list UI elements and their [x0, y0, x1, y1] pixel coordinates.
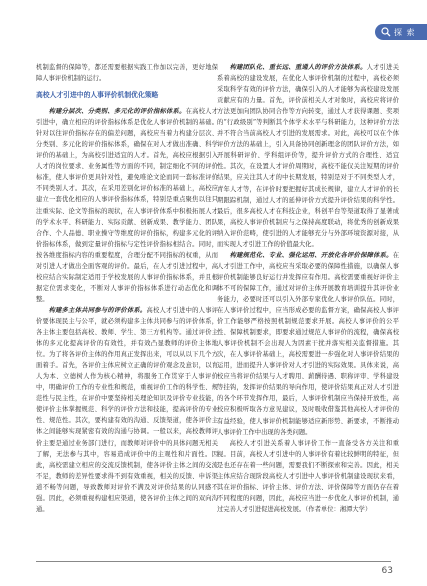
paragraph-multi-subject — [36, 305, 218, 515]
paragraph-method-system — [217, 62, 399, 250]
body-multi-subject: 高校人才引进中的人事评价要体现民主与公平，就必须构建多主体共同参与的评价体系，各主体主要包括高校、教师、学生、第三方机构等。通过评价主体的多元化提高评价的有效性，并有效凸显教师的评价主体地位。为了将各评价主体的作用真正发挥出来，可以从以下几个方面着手。首先，各评价主体应树立正确的评价观念及意识，以育人为本、立德树人作为核心精神，将服务工作贯穿于人事评价中，明确评价工作的专业性和规范，重视评价工作的科学性、规范性与民主性，在评价中要坚持相关理论知识及评价专业技能，使评价主体掌握规范、科学的评价方法和技能，提高评价的专业性、规范性。其次，要构建有效的沟通、反馈渠道，使各评价主体之间能够实现紧密有效的沟通与协调。一般以来，高校教师评价主要是通过业务部门进行，而教师对评价中的具体问题无相关了解，无法参与其中，容易造成评价中的主观性和片面性。因此，高校需建立相应的交流反馈机制，使各评价主体之间的交流不足，教师的差异性要求得不到有效重视，相关的反馈、申诉渠道不畅等问题，导致教师对评价不满及对评价结果的认同感不强。因此，必须重视构建相应渠道，使各评价主体之间的双向沟通。 — [36, 306, 219, 513]
conclusion-paragraph: 高校人才引进关系着人事评价工作一直备受各方关注和重视。目前，高校人才引进中的人事评价有着比较鲜明的特征，但是也还存在着一些问题，需要我们不断探索和完善。因此，相关主体应结合现阶段高校人才引进中人事评价机制建设现状来看，其在评价指标、评价主体、评价方法、评价保障等方面仍存在着不同程度的问题，因此，高校应当进一步优化人事评价机制，通过完善人才引进促进高校发展。（作者单位：湘潭大学） — [217, 439, 399, 513]
body-method-system: 人才引进关系着高校的建设发展，在优化人事评价机制的过程中，高校必须采取科学有效的评价方法，确保引入的人才能够为高校建设发展贡献应有的力量。首先，评价前相关人才对象时，高校应将评价方法更加向团队协同合作等方向转变，通过人才获得课题、奖项的“行政级别”等判断其个体学术水平与科研能力，这种评价方法并不符合当前高校人才引进的发展需求。对此，高校可以在个体评价方法的基础上，引入具备协同创新理念的团队评价方法，如开展科研评价、学科组评价等，提升评价方式的合理性、适宜性。其次，在设置人才评价周期时，高校不能仅关注短期的评价结果，应关注其人才的中长期发展，特别是对于不同类型人才，青年人才等，在评价时要把握好其成长规律，建立人才评价的长期跟踪机制，通过人才的延伸评价方式提升评价结果的科学性。最后，很多高校人才在科技企业，科创平台等渠道取得了显著成果，高校人事评价机制应与之保持高度联动，将优秀的创新成果纳入评价范畴，使引进的人才能够充分与外部环境资源对接，从而实现人才引进工作的价值最大化。 — [217, 64, 400, 248]
subheading-indicator-system: 构建分层次、分类别、多元化的评价指标体系。 — [48, 108, 186, 116]
left-column — [36, 62, 218, 515]
paragraph-guarantee-system — [217, 250, 399, 438]
subheading-method-system: 构建团队化、重长远、重通人的评价方法体系。 — [229, 64, 367, 71]
page-number: 63 — [381, 566, 393, 576]
intro-paragraph: 机制监督的保障等，都还需要根据实践工作加以完善，更好地保障人事评价机制的运行。 — [36, 64, 218, 83]
section-tab — [375, 24, 427, 40]
section-tab-label: 探 索 — [394, 27, 416, 37]
footer-rule — [36, 561, 391, 562]
section-heading: 高校人才引进中的人事评价机制优化策略 — [36, 91, 159, 100]
subheading-guarantee-system: 构建规范化、专业、强化运用、开放化各评价保障体系。 — [229, 251, 393, 259]
search-magnifier-icon — [381, 27, 391, 37]
body-guarantee-system: 在人才引进工作中，高校应当采取必要的保障性措施，以确保人事评价机制能够良好运行并发挥应有作用。高校需要重视好评价主体不可的保障工作，通过对评价主体开展教育培训提升其评价业务能力，必要时还可以引入外部专家优化人事评价队伍。同时，在人事评价过程中，应当形成必要的监督方案，确保高校人事评价工作能够严格按照机制规范要求开展。高校人事评价的公平性、保障机制要求，即要求通过规范人事评价的流程，确保高校人事评价机制不会出现人为因素干扰并落实相关监督措施。其次，在人事评价基础上，高校需要进一步强化对人事评价结果的运用，进而提升人事评价对人才引进的实际效果。具体来说，高校应当将评价结果与人才聘用、薪酬待遇、职称评审、学科建设等挂钩，发挥评价结果的导向作用，使评价结果真正对人才引进的各个环节发挥作用，最后，人事评价机制应当保持开放性，高校应积极听取各方意见建议，及时吸收借鉴其他高校人才评价的有益经验，使人事评价机制能够适应新形势、新要求，不断推动人事评价工作中出现的各类问题。 — [217, 251, 399, 436]
right-column — [217, 62, 399, 515]
body-indicator-system: 在高校人才引进中，确立相应的评价指标体系是优化人事评价机制的基础。针对以往评价指标存在的偏差问题，高校应当着力构建分层次、分类别、多元化的评价指标体系，确保在对人才做出准确、科学评价的基础上，为高校引进适宜的人才。首先，高校应根据引入人才的岗位要求、业务属性等方面的不同，制定细化不同的评价标准，使人事评价更具针对性，避免唯论文论而同一套标准评价不同类别人才。其次，在采用差别化评价标准的基础上，高校应建立一套优化相应的人事评价指标体系，特别是重点聚焦以往只注重实际、论文等指标的现状，在人事评价体系中积极拓展人才的学术水平、科研能力、实际贡献、创新成果、教学能力、团队合作、个人品德、职业操守等维度的评价指标，构建多元化的评价指标体系，做到定量评价指标与定性评价指标相结合。同时，按各维度指标内容的重要程度，合理分配不同指标的权重，从而对引进人才做出全面客观的评价。最后，在人才引进过程中，高校应结合实际制定适用于学校发展的人事评价指标体系，并且根据定位需求变化，不断对人事评价指标体系进行动态优化和调整。 — [36, 108, 219, 303]
subheading-multi-subject: 构建多主体共同参与的评价体系。 — [48, 306, 147, 314]
paragraph-indicator-system — [36, 106, 218, 305]
